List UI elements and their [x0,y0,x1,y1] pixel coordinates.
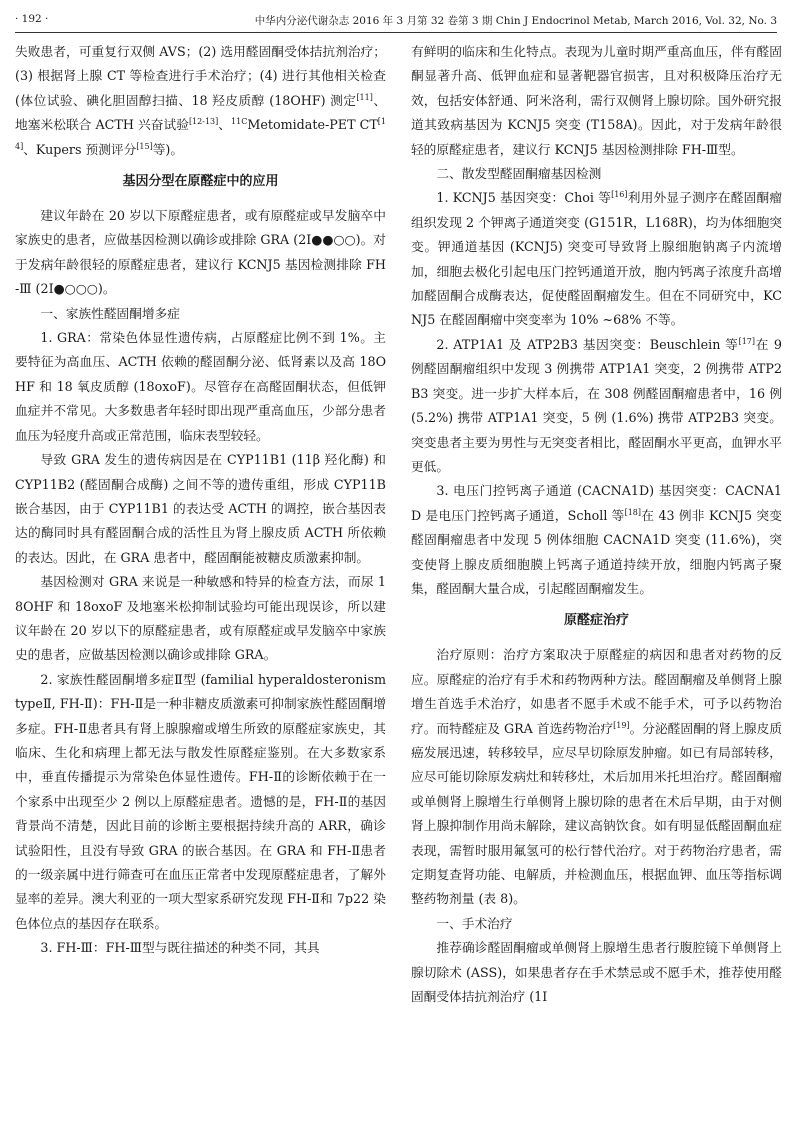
text-run: 在 43 例非 KCNJ5 突变醛固酮瘤患者中发现 5 例体细胞 CACNA1D 突变 (11.6%)，突变使肾上腺皮质细胞膜上钙离子通道持续开放，细胞内钙离子聚集，醛固酮大量合成，引起醛固酮瘤发生。 [411,507,782,596]
citation: [16] [611,190,628,200]
paragraph [411,479,782,601]
subsection-heading: 一、家族性醛固酮增多症 [40,305,180,321]
text-run: 。分泌醛固酮的肾上腺皮质癌发展迅速，转移较早，应尽早切除原发肿瘤。如已有局部转移，应尽可能切除原发病灶和转移灶，术后加用米托坦治疗。醛固酮瘤或单侧肾上腺增生行单侧肾上腺切除的患者在术后早期，由于对侧肾上腺抑制作用尚未解除，建议高钠饮食。如有明显低醛固酮血症表现，需暂时服用氟氢可的松行替代治疗。对于药物治疗患者，需定期复查肾功能、电解质，并检测血压，根据血钾、血压等指标调整药物剂量 (表 8)。 [411,720,783,907]
paragraph: 建议年龄在 20 岁以下原醛症患者，或有原醛症或早发脑卒中家族史的患者，应做基因检测以确诊或排除 GRA (2Ⅰ●●○○)。对于发病年龄很轻的原醛症患者，建议行 KCNJ5 基因检测排除 FH-Ⅲ (2Ⅰ●○○○)。 [15,208,386,297]
text-run: 利用外显子测序在醛固酮瘤组织发现 2 个钾离子通道突变 (G151R，L168R)，均为体细胞突变。钾通道基因 (KCNJ5) 突变可导致肾上腺细胞钠离子内流增加，细胞去极化引起电压门控钙通道开放，胞内钙离子浓度升高增加醛固酮合成酶表达，促使醛固酮瘤发生。但在不同研究中，KCNJ5 在醛固酮瘤中突变率为 10% ~68% 不等。 [411,190,783,328]
text-run: 、 [218,117,232,133]
citation: [12-13] [188,116,219,126]
text-run: 1. KCNJ5 基因突变：Choi 等 [436,190,612,206]
text-run: 治疗原则：治疗方案取决于原醛症的病因和患者对药物的反应。原醛症的治疗有手术和药物两种方法。醛固酮瘤及单侧肾上腺增生首选手术治疗，如患者不愿手术或不能手术，可予以药物治疗。而特醛症及 GRA 首选药物治疗 [411,647,782,736]
subsection-heading: 一、手术治疗 [436,915,513,931]
text-run: 等)。 [152,141,184,157]
paragraph: 推荐确诊醛固酮瘤或单侧肾上腺增生患者行腹腔镜下单侧肾上腺切除术 (ASS)，如果患者存在手术禁忌或不愿手术，推荐使用醛固酮受体拮抗剂治疗 (1Ⅰ [411,940,782,1005]
paragraph [15,40,386,162]
running-header [15,10,777,33]
paragraph: 3. FH-Ⅲ：FH-Ⅲ型与既往描述的种类不同，其具 [40,940,320,956]
paragraph: 有鲜明的临床和生化特点。表现为儿童时期严重高血压，伴有醛固酮显著升高、低钾血症和显著靶器官损害，且对积极降压治疗无效，包括安体舒通、阿米洛利，需行双侧肾上腺切除。国外研究报道其致病基因为 KCNJ5 突变 (T158A)。因此，对于发病年龄很轻的原醛症患者，建议行 KCNJ5 基因检测排除 FH-Ⅲ型。 [411,44,782,157]
text-run: 、地塞米松联合 ACTH 兴奋试验 [15,92,387,133]
paragraph: 基因检测对 GRA 来说是一种敏感和特异的检查方法，而尿 18OHF 和 18oxoF 及地塞米松抑制试验均可能出现误诊，所以建议年龄在 20 岁以下的原醛症患者，或有原醛症或早发脑卒中家族史的患者，应做基因检测以确诊或排除 GRA。 [15,574,386,663]
subsection-heading: 二、散发型醛固酮瘤基因检测 [436,166,602,182]
section-heading: 基因分型在原醛症中的应用 [122,174,279,190]
paragraph: 1. GRA：常染色体显性遗传病，占原醛症比例不到 1%。主要特征为高血压、ACTH 依赖的醛固酮分泌、低肾素以及高 18OHF 和 18 氧皮质醇 (18oxoF)。尽管存在高醛固酮状态，但低钾血症并不常见。大多数患者年轻时即出现严重高血压，少部分患者血压为轻度升高或正常范围，临床表型较轻。 [15,330,386,443]
journal-running-title: 中华内分泌代谢杂志 2016 年 3 月第 32 卷第 3 期 Chin J Endocrinol Metab, March 2016, Vol. 32, No. 3 [254,15,777,27]
isotope-superscript: 11C [231,116,248,126]
text-run: Metomidate-PET CT [247,117,378,133]
right-column [411,40,782,1009]
citation: [19] [613,720,630,730]
paragraph: 导致 GRA 发生的遗传病因是在 CYP11B1 (11β 羟化酶) 和 CYP11B2 (醛固酮合成酶) 之间不等的遗传重组，形成 CYP11B 嵌合基因，由于 CYP11B1 的表达受 ACTH 的调控，嵌合基因表达的酶同时具有醛固酮合成的活性且为肾上腺皮质 ACTH 所依赖的表达。因此，在 GRA 患者中，醛固酮能被糖皮质激素抑制。 [15,452,386,565]
text-run: 2. ATP1A1 及 ATP2B3 基因突变：Beuschlein 等 [436,336,739,352]
citation: [14] [15,116,386,151]
citation: [17] [738,336,755,346]
page-number: · 192 · [15,13,49,25]
left-column [15,40,386,961]
paragraph [411,643,782,911]
text-run: 在 9 例醛固酮瘤组织中发现 3 例携带 ATP1A1 突变，2 例携带 ATP2B3 突变。进一步扩大样本后，在 308 例醛固酮瘤患者中，16 例 (5.2%) 携带 ATP1A1 突变，5 例 (1.6%) 携带 ATP2B3 突变。突变患者主要为男性与无突变者相比，醛固酮水平更高，血钾水平更低。 [411,336,782,474]
citation: [15] [136,141,153,151]
paragraph [411,186,782,332]
section-heading: 原醛症治疗 [563,613,629,629]
text-run: 、Kupers 预测评分 [23,141,137,157]
citation: [11] [356,92,373,102]
paragraph: 2. 家族性醛固酮增多症Ⅱ型 (familial hyperaldosteronism typeⅡ, FH-Ⅱ)：FH-Ⅱ是一种非糖皮质激素可抑制家族性醛固酮增多症。FH-Ⅱ患者具有肾上腺腺瘤或增生所致的原醛症家族史，其临床、生化和病理上都无法与散发性原醛症鉴别。在大多数家系中，垂直传播提示为常染色体显性遗传。FH-Ⅱ的诊断依赖于在一个家系中出现至少 2 例以上原醛症患者。遗憾的是，FH-Ⅱ的基因背景尚不清楚，因此目前的诊断主要根据持续升高的 ARR，确诊试验阳性，且没有导致 GRA 的嵌合基因。在 GRA 和 FH-Ⅱ患者的一级亲属中进行筛查可在血压正常者中发现原醛症患者，了解外显率的差异。澳大利亚的一项大型家系研究发现 FH-Ⅱ和 7p22 染色体位点的基因存在联系。 [15,671,386,931]
text-run: 失败患者，可重复行双侧 AVS；(2) 选用醛固酮受体拮抗剂治疗；(3) 根据肾上腺 CT 等检查进行手术治疗；(4) 进行其他相关检查 (体位试验、碘化胆固醇扫描、18 羟皮质醇 (18OHF) 测定 [15,44,386,108]
citation: [18] [624,507,641,517]
paragraph [411,333,782,479]
text-run: 3. 电压门控钙离子通道 (CACNA1D) 基因突变：CACNA1D 是电压门控钙离子通道，Scholl 等 [411,483,782,523]
